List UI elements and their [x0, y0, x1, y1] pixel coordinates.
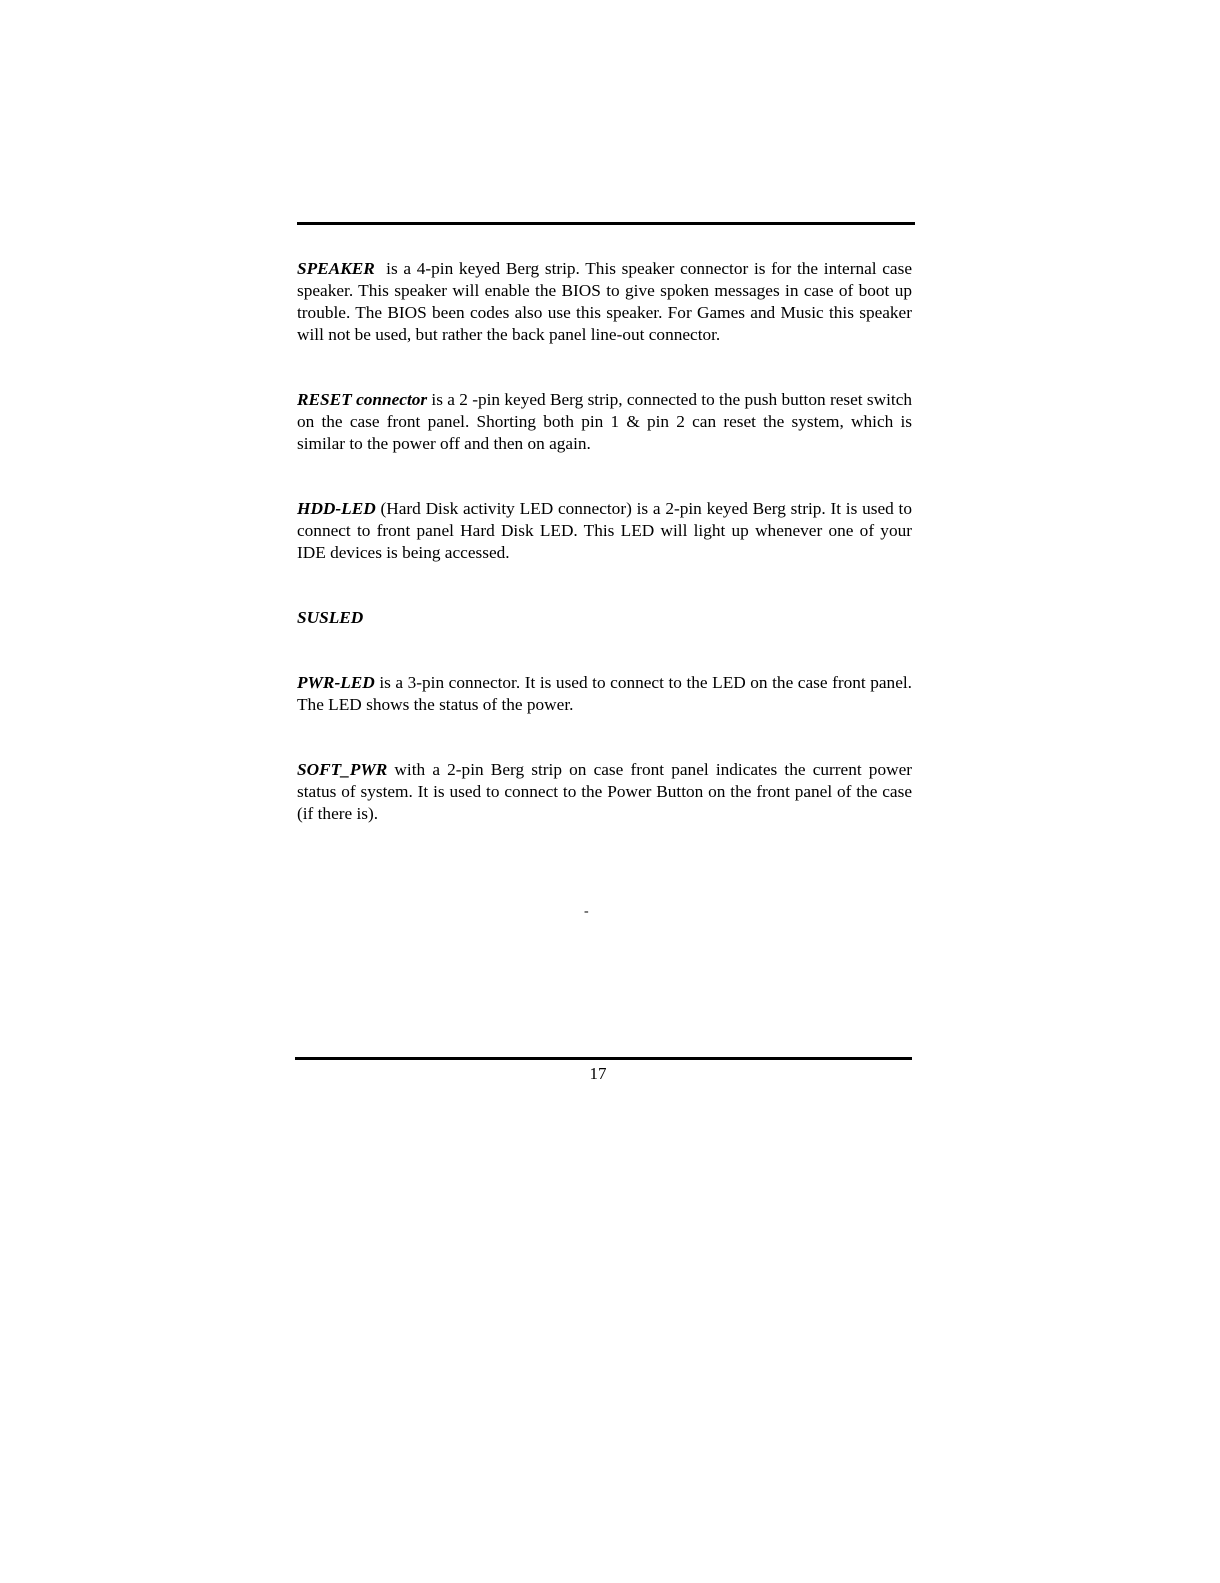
reset-term: RESET connector [297, 390, 428, 409]
soft-pwr-term: SOFT_PWR [297, 760, 388, 779]
footer-rule [295, 1057, 912, 1060]
speaker-paragraph [297, 258, 917, 346]
soft-pwr-paragraph [297, 759, 912, 825]
hdd-led-term: HDD-LED [297, 499, 376, 518]
susled-term: SUSLED [297, 608, 364, 627]
reset-description: is a 2 -pin keyed Berg strip, connected to the push button reset switch on the case front panel. Shorting both pin 1 & pin 2 can reset the system, which is similar to the power off and then on again. [297, 390, 913, 453]
soft-pwr-description: with a 2-pin Berg strip on case front panel indicates the current power status of system. It is used to connect to the Power Button on the front panel of the case (if there is). [297, 760, 912, 823]
dash-mark: - [584, 904, 589, 919]
reset-paragraph [297, 389, 912, 455]
pwr-led-description: is a 3-pin connector. It is used to connect to the LED on the case front panel. The LED shows the status of the power. [297, 673, 912, 714]
hdd-led-description: (Hard Disk activity LED connector) is a 2-pin keyed Berg strip. It is used to connect to front panel Hard Disk LED. This LED will light up whenever one of your IDE devices is being accessed. [297, 499, 912, 562]
hdd-led-paragraph [297, 498, 912, 564]
page-number: 17 [589, 1064, 607, 1083]
speaker-description: is a 4-pin keyed Berg strip. This speaker connector is for the internal case speaker. This speaker will enable the BIOS to give spoken messages in case of boot up trouble. The BIOS been codes also use this speaker. For Games and Music this speaker will not be used, but rather the back panel line-out connector. [297, 259, 917, 344]
pwr-led-term: PWR-LED [297, 673, 375, 692]
header-rule [297, 222, 915, 225]
pwr-led-paragraph [297, 672, 912, 716]
speaker-term: SPEAKER [297, 259, 375, 278]
susled-paragraph [297, 607, 912, 629]
